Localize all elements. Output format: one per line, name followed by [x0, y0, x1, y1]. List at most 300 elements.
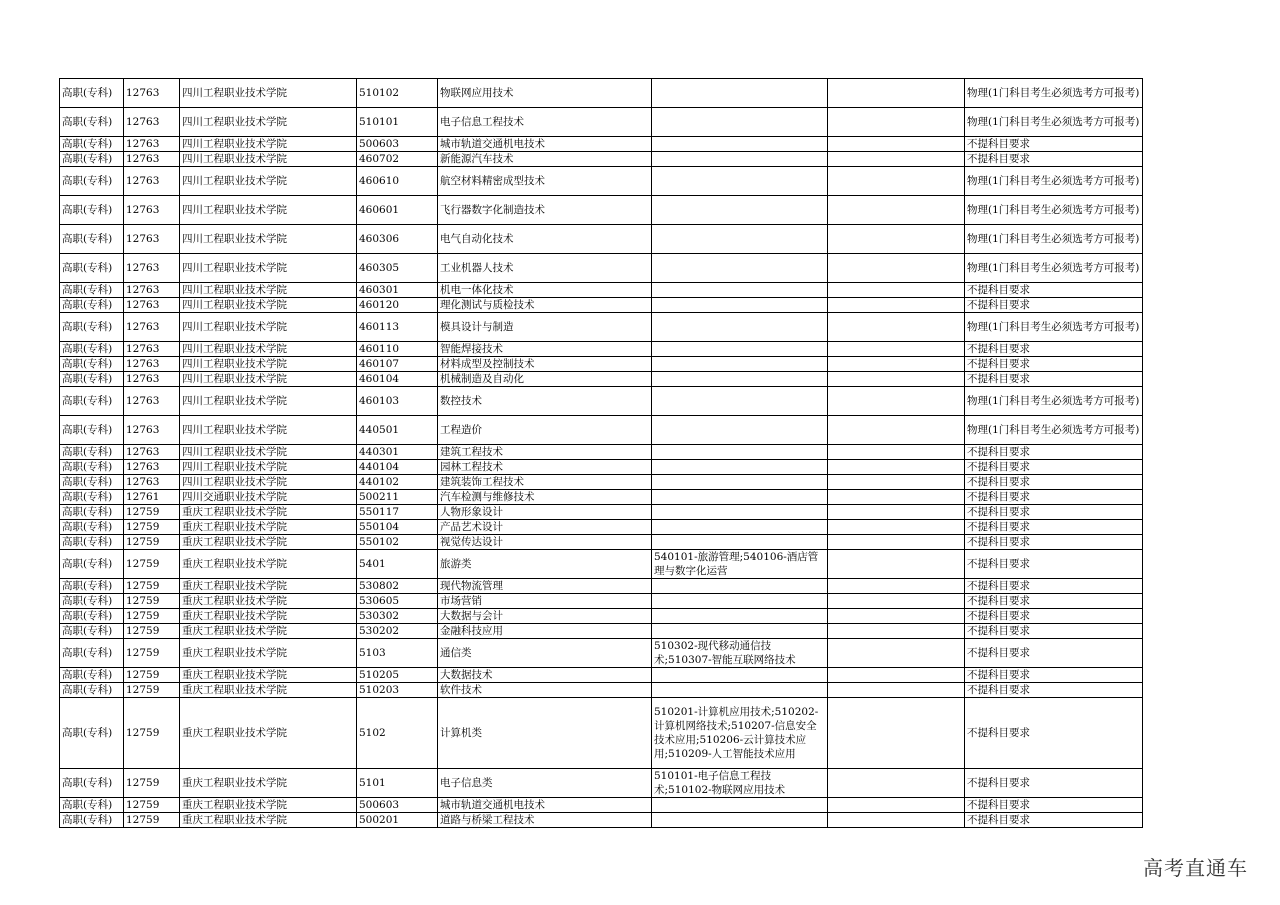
- cell-major-code: 440104: [357, 460, 438, 475]
- cell-school-code: 12763: [124, 298, 180, 313]
- cell-major-code: 550104: [357, 520, 438, 535]
- cell-school-name: 重庆工程职业技术学院: [180, 813, 357, 828]
- cell-included-majors: [652, 283, 828, 298]
- cell-subject-requirement: 不提科目要求: [965, 505, 1143, 520]
- cell-school-name: 四川工程职业技术学院: [180, 387, 357, 416]
- cell-notes: [828, 313, 965, 342]
- cell-major-code: 510205: [357, 668, 438, 683]
- table-body: [60, 79, 1143, 828]
- cell-subject-requirement: 不提科目要求: [965, 813, 1143, 828]
- table-row: [60, 535, 1143, 550]
- cell-school-name: 重庆工程职业技术学院: [180, 624, 357, 639]
- cell-level: 高职(专科): [60, 594, 124, 609]
- cell-level: 高职(专科): [60, 298, 124, 313]
- cell-level: 高职(专科): [60, 668, 124, 683]
- cell-notes: [828, 624, 965, 639]
- cell-level: 高职(专科): [60, 225, 124, 254]
- cell-major-name: 电子信息类: [438, 769, 652, 798]
- cell-major-code: 460610: [357, 167, 438, 196]
- cell-subject-requirement: 不提科目要求: [965, 460, 1143, 475]
- cell-major-code: 460601: [357, 196, 438, 225]
- cell-major-name: 工业机器人技术: [438, 254, 652, 283]
- cell-major-code: 500201: [357, 813, 438, 828]
- cell-subject-requirement: 不提科目要求: [965, 137, 1143, 152]
- cell-school-code: 12759: [124, 639, 180, 668]
- cell-school-code: 12763: [124, 283, 180, 298]
- cell-major-code: 510101: [357, 108, 438, 137]
- cell-notes: [828, 639, 965, 668]
- cell-notes: [828, 769, 965, 798]
- cell-subject-requirement: 不提科目要求: [965, 579, 1143, 594]
- cell-major-name: 建筑装饰工程技术: [438, 475, 652, 490]
- cell-major-code: 510102: [357, 79, 438, 108]
- cell-included-majors: [652, 298, 828, 313]
- cell-included-majors: 540101-旅游管理;540106-酒店管理与数字化运营: [652, 550, 828, 579]
- cell-major-code: 460103: [357, 387, 438, 416]
- cell-level: 高职(专科): [60, 342, 124, 357]
- cell-major-code: 530802: [357, 579, 438, 594]
- cell-school-code: 12763: [124, 357, 180, 372]
- cell-included-majors: [652, 387, 828, 416]
- cell-notes: [828, 698, 965, 769]
- cell-major-code: 5101: [357, 769, 438, 798]
- cell-subject-requirement: 物理(1门科目考生必须选考方可报考): [965, 108, 1143, 137]
- cell-school-code: 12763: [124, 196, 180, 225]
- cell-school-code: 12759: [124, 579, 180, 594]
- table-row: [60, 108, 1143, 137]
- cell-included-majors: [652, 594, 828, 609]
- cell-subject-requirement: 不提科目要求: [965, 490, 1143, 505]
- cell-included-majors: [652, 798, 828, 813]
- cell-major-code: 550117: [357, 505, 438, 520]
- cell-notes: [828, 683, 965, 698]
- cell-subject-requirement: 不提科目要求: [965, 683, 1143, 698]
- cell-school-name: 四川工程职业技术学院: [180, 475, 357, 490]
- cell-notes: [828, 550, 965, 579]
- cell-major-name: 计算机类: [438, 698, 652, 769]
- cell-school-name: 重庆工程职业技术学院: [180, 505, 357, 520]
- cell-level: 高职(专科): [60, 505, 124, 520]
- cell-major-name: 道路与桥梁工程技术: [438, 813, 652, 828]
- table-row: [60, 372, 1143, 387]
- table-row: [60, 225, 1143, 254]
- cell-level: 高职(专科): [60, 445, 124, 460]
- cell-school-code: 12763: [124, 460, 180, 475]
- cell-subject-requirement: 不提科目要求: [965, 698, 1143, 769]
- cell-notes: [828, 342, 965, 357]
- cell-major-name: 飞行器数字化制造技术: [438, 196, 652, 225]
- cell-major-code: 460113: [357, 313, 438, 342]
- cell-level: 高职(专科): [60, 152, 124, 167]
- cell-subject-requirement: 物理(1门科目考生必须选考方可报考): [965, 196, 1143, 225]
- cell-major-name: 大数据与会计: [438, 609, 652, 624]
- table-row: [60, 520, 1143, 535]
- cell-major-code: 510203: [357, 683, 438, 698]
- cell-included-majors: [652, 342, 828, 357]
- cell-school-code: 12763: [124, 225, 180, 254]
- cell-school-code: 12759: [124, 798, 180, 813]
- cell-included-majors: [652, 108, 828, 137]
- cell-major-code: 460306: [357, 225, 438, 254]
- cell-major-name: 人物形象设计: [438, 505, 652, 520]
- cell-school-name: 四川工程职业技术学院: [180, 298, 357, 313]
- cell-subject-requirement: 不提科目要求: [965, 550, 1143, 579]
- cell-subject-requirement: 不提科目要求: [965, 520, 1143, 535]
- cell-included-majors: 510302-现代移动通信技术;510307-智能互联网络技术: [652, 639, 828, 668]
- cell-level: 高职(专科): [60, 357, 124, 372]
- cell-major-code: 460702: [357, 152, 438, 167]
- cell-school-name: 重庆工程职业技术学院: [180, 698, 357, 769]
- cell-school-name: 四川工程职业技术学院: [180, 445, 357, 460]
- cell-major-code: 550102: [357, 535, 438, 550]
- cell-included-majors: [652, 490, 828, 505]
- cell-included-majors: [652, 668, 828, 683]
- cell-school-name: 四川工程职业技术学院: [180, 196, 357, 225]
- cell-school-name: 四川工程职业技术学院: [180, 108, 357, 137]
- cell-school-name: 四川工程职业技术学院: [180, 137, 357, 152]
- cell-level: 高职(专科): [60, 387, 124, 416]
- table-row: [60, 167, 1143, 196]
- cell-included-majors: [652, 624, 828, 639]
- cell-major-name: 软件技术: [438, 683, 652, 698]
- cell-notes: [828, 372, 965, 387]
- table-row: [60, 624, 1143, 639]
- cell-subject-requirement: 物理(1门科目考生必须选考方可报考): [965, 167, 1143, 196]
- cell-major-name: 数控技术: [438, 387, 652, 416]
- cell-included-majors: [652, 372, 828, 387]
- table-row: [60, 594, 1143, 609]
- cell-level: 高职(专科): [60, 167, 124, 196]
- cell-level: 高职(专科): [60, 108, 124, 137]
- cell-level: 高职(专科): [60, 683, 124, 698]
- cell-notes: [828, 387, 965, 416]
- cell-notes: [828, 535, 965, 550]
- cell-notes: [828, 475, 965, 490]
- cell-school-code: 12763: [124, 416, 180, 445]
- cell-included-majors: 510101-电子信息工程技术;510102-物联网应用技术: [652, 769, 828, 798]
- cell-school-code: 12763: [124, 79, 180, 108]
- cell-level: 高职(专科): [60, 196, 124, 225]
- cell-major-code: 460120: [357, 298, 438, 313]
- cell-major-code: 440301: [357, 445, 438, 460]
- table-row: [60, 416, 1143, 445]
- cell-school-name: 重庆工程职业技术学院: [180, 769, 357, 798]
- cell-notes: [828, 196, 965, 225]
- table-row: [60, 683, 1143, 698]
- cell-level: 高职(专科): [60, 372, 124, 387]
- cell-major-code: 500211: [357, 490, 438, 505]
- cell-school-name: 重庆工程职业技术学院: [180, 550, 357, 579]
- table-row: [60, 769, 1143, 798]
- cell-school-name: 重庆工程职业技术学院: [180, 668, 357, 683]
- cell-level: 高职(专科): [60, 254, 124, 283]
- cell-level: 高职(专科): [60, 535, 124, 550]
- cell-included-majors: [652, 535, 828, 550]
- watermark-text: 高考直通车: [1143, 856, 1248, 880]
- cell-included-majors: [652, 196, 828, 225]
- table-row: [60, 813, 1143, 828]
- cell-level: 高职(专科): [60, 798, 124, 813]
- cell-subject-requirement: 不提科目要求: [965, 535, 1143, 550]
- cell-major-code: 460301: [357, 283, 438, 298]
- cell-notes: [828, 445, 965, 460]
- cell-school-code: 12759: [124, 535, 180, 550]
- cell-major-code: 530202: [357, 624, 438, 639]
- cell-level: 高职(专科): [60, 639, 124, 668]
- cell-major-name: 材料成型及控制技术: [438, 357, 652, 372]
- cell-level: 高职(专科): [60, 698, 124, 769]
- cell-included-majors: [652, 357, 828, 372]
- table-row: [60, 698, 1143, 769]
- cell-school-code: 12763: [124, 137, 180, 152]
- cell-major-code: 440501: [357, 416, 438, 445]
- cell-school-name: 四川交通职业技术学院: [180, 490, 357, 505]
- cell-included-majors: [652, 313, 828, 342]
- cell-level: 高职(专科): [60, 624, 124, 639]
- cell-major-code: 530605: [357, 594, 438, 609]
- table-row: [60, 668, 1143, 683]
- table-row: [60, 550, 1143, 579]
- table-row: [60, 313, 1143, 342]
- cell-subject-requirement: 物理(1门科目考生必须选考方可报考): [965, 313, 1143, 342]
- cell-level: 高职(专科): [60, 475, 124, 490]
- table-row: [60, 79, 1143, 108]
- cell-major-name: 航空材料精密成型技术: [438, 167, 652, 196]
- cell-major-name: 市场营销: [438, 594, 652, 609]
- cell-level: 高职(专科): [60, 313, 124, 342]
- cell-major-name: 工程造价: [438, 416, 652, 445]
- cell-school-code: 12759: [124, 813, 180, 828]
- cell-level: 高职(专科): [60, 609, 124, 624]
- cell-subject-requirement: 不提科目要求: [965, 298, 1143, 313]
- cell-subject-requirement: 不提科目要求: [965, 445, 1143, 460]
- cell-subject-requirement: 物理(1门科目考生必须选考方可报考): [965, 387, 1143, 416]
- cell-subject-requirement: 不提科目要求: [965, 475, 1143, 490]
- cell-notes: [828, 283, 965, 298]
- cell-included-majors: [652, 683, 828, 698]
- table-row: [60, 357, 1143, 372]
- table-row: [60, 254, 1143, 283]
- cell-included-majors: [652, 609, 828, 624]
- cell-school-code: 12763: [124, 372, 180, 387]
- cell-school-name: 四川工程职业技术学院: [180, 357, 357, 372]
- table-row: [60, 196, 1143, 225]
- cell-school-code: 12763: [124, 167, 180, 196]
- cell-included-majors: [652, 460, 828, 475]
- cell-notes: [828, 152, 965, 167]
- table-row: [60, 445, 1143, 460]
- cell-level: 高职(专科): [60, 283, 124, 298]
- cell-school-name: 四川工程职业技术学院: [180, 372, 357, 387]
- cell-notes: [828, 137, 965, 152]
- cell-school-name: 四川工程职业技术学院: [180, 167, 357, 196]
- cell-major-name: 汽车检测与维修技术: [438, 490, 652, 505]
- table-row: [60, 579, 1143, 594]
- cell-school-code: 12759: [124, 520, 180, 535]
- table-row: [60, 137, 1143, 152]
- cell-school-name: 重庆工程职业技术学院: [180, 535, 357, 550]
- cell-notes: [828, 167, 965, 196]
- cell-level: 高职(专科): [60, 813, 124, 828]
- cell-subject-requirement: 不提科目要求: [965, 624, 1143, 639]
- cell-subject-requirement: 物理(1门科目考生必须选考方可报考): [965, 79, 1143, 108]
- cell-major-code: 5401: [357, 550, 438, 579]
- cell-major-code: 460107: [357, 357, 438, 372]
- cell-level: 高职(专科): [60, 460, 124, 475]
- cell-school-code: 12759: [124, 594, 180, 609]
- cell-school-code: 12763: [124, 445, 180, 460]
- cell-subject-requirement: 不提科目要求: [965, 342, 1143, 357]
- cell-major-name: 城市轨道交通机电技术: [438, 137, 652, 152]
- cell-school-code: 12759: [124, 505, 180, 520]
- cell-major-name: 金融科技应用: [438, 624, 652, 639]
- cell-subject-requirement: 不提科目要求: [965, 152, 1143, 167]
- cell-major-name: 模具设计与制造: [438, 313, 652, 342]
- cell-major-name: 电子信息工程技术: [438, 108, 652, 137]
- cell-included-majors: [652, 225, 828, 254]
- cell-major-name: 通信类: [438, 639, 652, 668]
- cell-school-name: 四川工程职业技术学院: [180, 79, 357, 108]
- cell-notes: [828, 579, 965, 594]
- cell-school-name: 重庆工程职业技术学院: [180, 594, 357, 609]
- cell-major-name: 园林工程技术: [438, 460, 652, 475]
- table-row: [60, 639, 1143, 668]
- cell-included-majors: [652, 579, 828, 594]
- cell-level: 高职(专科): [60, 769, 124, 798]
- cell-major-name: 视觉传达设计: [438, 535, 652, 550]
- cell-level: 高职(专科): [60, 520, 124, 535]
- cell-major-name: 建筑工程技术: [438, 445, 652, 460]
- cell-subject-requirement: 物理(1门科目考生必须选考方可报考): [965, 254, 1143, 283]
- cell-school-code: 12763: [124, 254, 180, 283]
- cell-school-code: 12759: [124, 698, 180, 769]
- cell-notes: [828, 254, 965, 283]
- cell-major-name: 产品艺术设计: [438, 520, 652, 535]
- cell-included-majors: [652, 79, 828, 108]
- cell-school-name: 重庆工程职业技术学院: [180, 683, 357, 698]
- cell-major-name: 物联网应用技术: [438, 79, 652, 108]
- cell-notes: [828, 357, 965, 372]
- cell-school-name: 重庆工程职业技术学院: [180, 520, 357, 535]
- cell-notes: [828, 490, 965, 505]
- cell-included-majors: [652, 137, 828, 152]
- cell-major-name: 旅游类: [438, 550, 652, 579]
- cell-school-name: 四川工程职业技术学院: [180, 225, 357, 254]
- cell-notes: [828, 505, 965, 520]
- table-row: [60, 152, 1143, 167]
- table-row: [60, 490, 1143, 505]
- cell-major-name: 大数据技术: [438, 668, 652, 683]
- cell-notes: [828, 798, 965, 813]
- cell-major-code: 5103: [357, 639, 438, 668]
- cell-notes: [828, 225, 965, 254]
- cell-subject-requirement: 不提科目要求: [965, 769, 1143, 798]
- cell-included-majors: [652, 167, 828, 196]
- cell-school-code: 12759: [124, 668, 180, 683]
- cell-school-name: 重庆工程职业技术学院: [180, 798, 357, 813]
- cell-notes: [828, 416, 965, 445]
- admission-table: [59, 78, 1143, 828]
- table-row: [60, 283, 1143, 298]
- cell-school-code: 12763: [124, 342, 180, 357]
- cell-subject-requirement: 不提科目要求: [965, 372, 1143, 387]
- cell-notes: [828, 108, 965, 137]
- cell-school-code: 12761: [124, 490, 180, 505]
- cell-notes: [828, 460, 965, 475]
- cell-school-code: 12759: [124, 624, 180, 639]
- cell-major-name: 新能源汽车技术: [438, 152, 652, 167]
- cell-included-majors: 510201-计算机应用技术;510202-计算机网络技术;510207-信息安全技术应用;510206-云计算技术应用;510209-人工智能技术应用: [652, 698, 828, 769]
- table-row: [60, 475, 1143, 490]
- cell-level: 高职(专科): [60, 137, 124, 152]
- cell-level: 高职(专科): [60, 579, 124, 594]
- cell-level: 高职(专科): [60, 550, 124, 579]
- cell-included-majors: [652, 505, 828, 520]
- cell-subject-requirement: 不提科目要求: [965, 668, 1143, 683]
- cell-school-name: 四川工程职业技术学院: [180, 254, 357, 283]
- cell-school-name: 四川工程职业技术学院: [180, 342, 357, 357]
- cell-major-code: 460104: [357, 372, 438, 387]
- cell-level: 高职(专科): [60, 79, 124, 108]
- table-row: [60, 798, 1143, 813]
- cell-school-code: 12759: [124, 769, 180, 798]
- table-row: [60, 298, 1143, 313]
- cell-school-code: 12763: [124, 475, 180, 490]
- cell-school-code: 12763: [124, 108, 180, 137]
- cell-included-majors: [652, 416, 828, 445]
- cell-included-majors: [652, 445, 828, 460]
- cell-school-name: 四川工程职业技术学院: [180, 313, 357, 342]
- cell-included-majors: [652, 475, 828, 490]
- cell-school-name: 重庆工程职业技术学院: [180, 579, 357, 594]
- cell-major-code: 460305: [357, 254, 438, 283]
- cell-school-name: 重庆工程职业技术学院: [180, 609, 357, 624]
- cell-major-name: 机械制造及自动化: [438, 372, 652, 387]
- cell-included-majors: [652, 152, 828, 167]
- cell-notes: [828, 79, 965, 108]
- cell-school-code: 12759: [124, 550, 180, 579]
- cell-school-name: 四川工程职业技术学院: [180, 283, 357, 298]
- cell-school-name: 四川工程职业技术学院: [180, 416, 357, 445]
- cell-major-name: 智能焊接技术: [438, 342, 652, 357]
- cell-major-code: 500603: [357, 798, 438, 813]
- cell-level: 高职(专科): [60, 416, 124, 445]
- cell-notes: [828, 298, 965, 313]
- cell-major-code: 530302: [357, 609, 438, 624]
- cell-included-majors: [652, 254, 828, 283]
- cell-included-majors: [652, 813, 828, 828]
- table-row: [60, 609, 1143, 624]
- table-row: [60, 342, 1143, 357]
- cell-school-name: 四川工程职业技术学院: [180, 460, 357, 475]
- cell-school-name: 重庆工程职业技术学院: [180, 639, 357, 668]
- cell-level: 高职(专科): [60, 490, 124, 505]
- cell-major-name: 机电一体化技术: [438, 283, 652, 298]
- cell-major-name: 理化测试与质检技术: [438, 298, 652, 313]
- cell-major-code: 440102: [357, 475, 438, 490]
- cell-subject-requirement: 物理(1门科目考生必须选考方可报考): [965, 416, 1143, 445]
- cell-major-name: 城市轨道交通机电技术: [438, 798, 652, 813]
- cell-notes: [828, 594, 965, 609]
- cell-school-code: 12763: [124, 152, 180, 167]
- cell-school-name: 四川工程职业技术学院: [180, 152, 357, 167]
- cell-major-code: 460110: [357, 342, 438, 357]
- cell-notes: [828, 520, 965, 535]
- cell-notes: [828, 668, 965, 683]
- cell-notes: [828, 609, 965, 624]
- cell-subject-requirement: 不提科目要求: [965, 594, 1143, 609]
- cell-subject-requirement: 不提科目要求: [965, 798, 1143, 813]
